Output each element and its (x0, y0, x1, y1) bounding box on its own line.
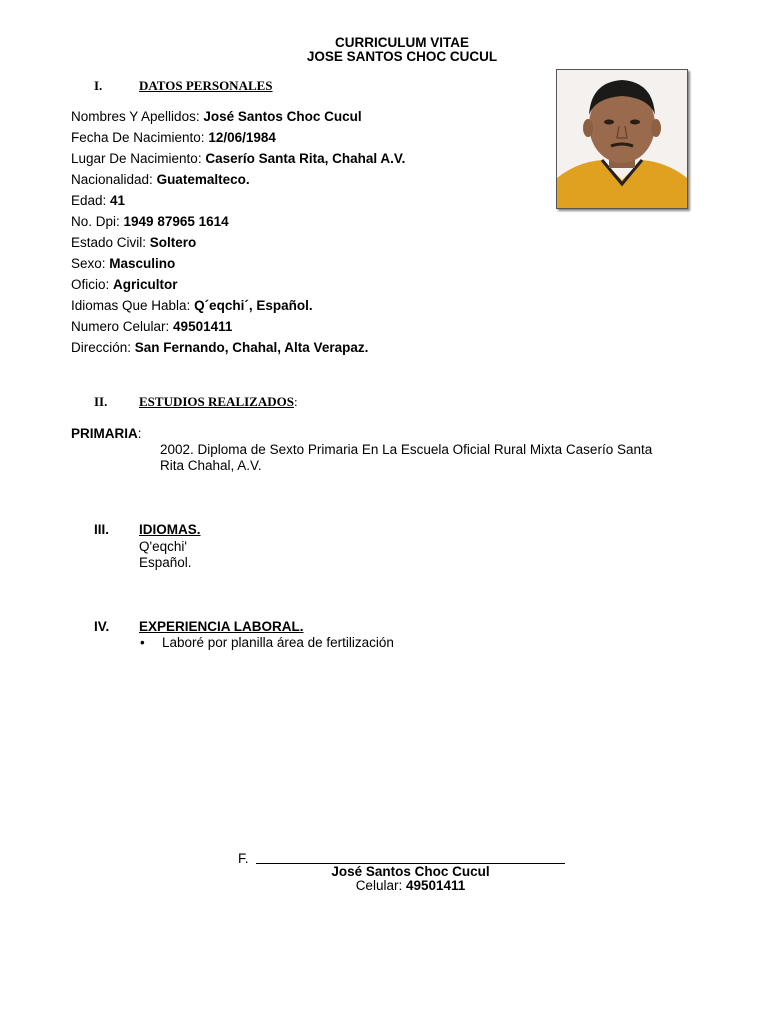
field-direccion (71, 340, 368, 355)
field-value: Caserío Santa Rita, Chahal A.V. (205, 151, 406, 166)
section-title-experiencia: EXPERIENCIA LABORAL. (139, 619, 304, 634)
field-value: Guatemalteco. (156, 172, 250, 187)
field-oficio (71, 277, 178, 292)
section-title-text: ESTUDIOS REALIZADOS (139, 394, 294, 409)
field-label: Dirección: (71, 340, 135, 355)
section-number: II. (94, 394, 108, 409)
field-value: Masculino (109, 256, 176, 271)
portrait-photo-icon (557, 70, 687, 208)
section-number: I. (94, 78, 103, 93)
phone-label: Celular: (355, 878, 406, 893)
primaria-colon: : (137, 426, 142, 441)
primaria-label-text: PRIMARIA (71, 426, 138, 441)
field-celular (71, 319, 232, 334)
field-nombres (71, 109, 362, 124)
experience-item: Laboré por planilla área de fertilización (162, 635, 394, 650)
language-item: Español. (139, 555, 192, 570)
field-sexo (71, 256, 175, 271)
field-idiomas (71, 298, 313, 313)
field-label: Estado Civil: (71, 235, 150, 250)
section-number: III. (94, 522, 110, 537)
field-fecha-nacimiento (71, 130, 276, 145)
field-value: Soltero (149, 235, 197, 250)
field-lugar-nacimiento (71, 151, 405, 166)
section-title-datos-personales: DATOS PERSONALES (139, 78, 273, 93)
field-value: 49501411 (173, 319, 233, 334)
document-title: CURRICULUM VITAE (335, 35, 469, 50)
field-label: Lugar De Nacimiento: (71, 151, 206, 166)
section-number: IV. (94, 619, 110, 634)
field-label: Idiomas Que Habla: (71, 298, 195, 313)
field-value: José Santos Choc Cucul (203, 109, 362, 124)
section-title-colon: : (293, 394, 298, 409)
field-label: Nombres Y Apellidos: (71, 109, 204, 124)
language-item: Q'eqchi' (139, 539, 187, 554)
field-value: 12/06/1984 (208, 130, 276, 145)
field-label: Fecha De Nacimiento: (71, 130, 209, 145)
field-estado-civil (71, 235, 196, 250)
field-label: Sexo: (71, 256, 110, 271)
field-nacionalidad (71, 172, 250, 187)
field-value: Agricultor (113, 277, 178, 292)
signature-name: José Santos Choc Cucul (331, 864, 490, 879)
field-label: Edad: (71, 193, 111, 208)
field-label: No. Dpi: (71, 214, 124, 229)
signature-phone (256, 878, 565, 893)
field-value: Q´eqchi´, Español. (194, 298, 313, 313)
field-label: Numero Celular: (71, 319, 174, 334)
person-name-heading: JOSE SANTOS CHOC CUCUL (306, 49, 498, 64)
field-value: 1949 87965 1614 (123, 214, 229, 229)
phone-value: 49501411 (405, 878, 466, 893)
field-dpi (71, 214, 229, 229)
section-title-estudios (139, 394, 298, 410)
signature-prefix: F. (238, 851, 249, 866)
section-title-idiomas: IDIOMAS. (139, 522, 201, 537)
field-label: Oficio: (71, 277, 114, 292)
field-edad (71, 193, 125, 208)
portrait-photo (556, 69, 688, 209)
primaria-line-1: 2002. Diploma de Sexto Primaria En La Escuela Oficial Rural Mixta Caserío Santa (160, 442, 653, 457)
field-value: San Fernando, Chahal, Alta Verapaz. (134, 340, 369, 355)
primaria-line-2: Rita Chahal, A.V. (160, 458, 262, 473)
primaria-label (71, 426, 142, 441)
bullet-icon: • (140, 635, 145, 650)
field-value: 41 (110, 193, 126, 208)
field-label: Nacionalidad: (71, 172, 157, 187)
